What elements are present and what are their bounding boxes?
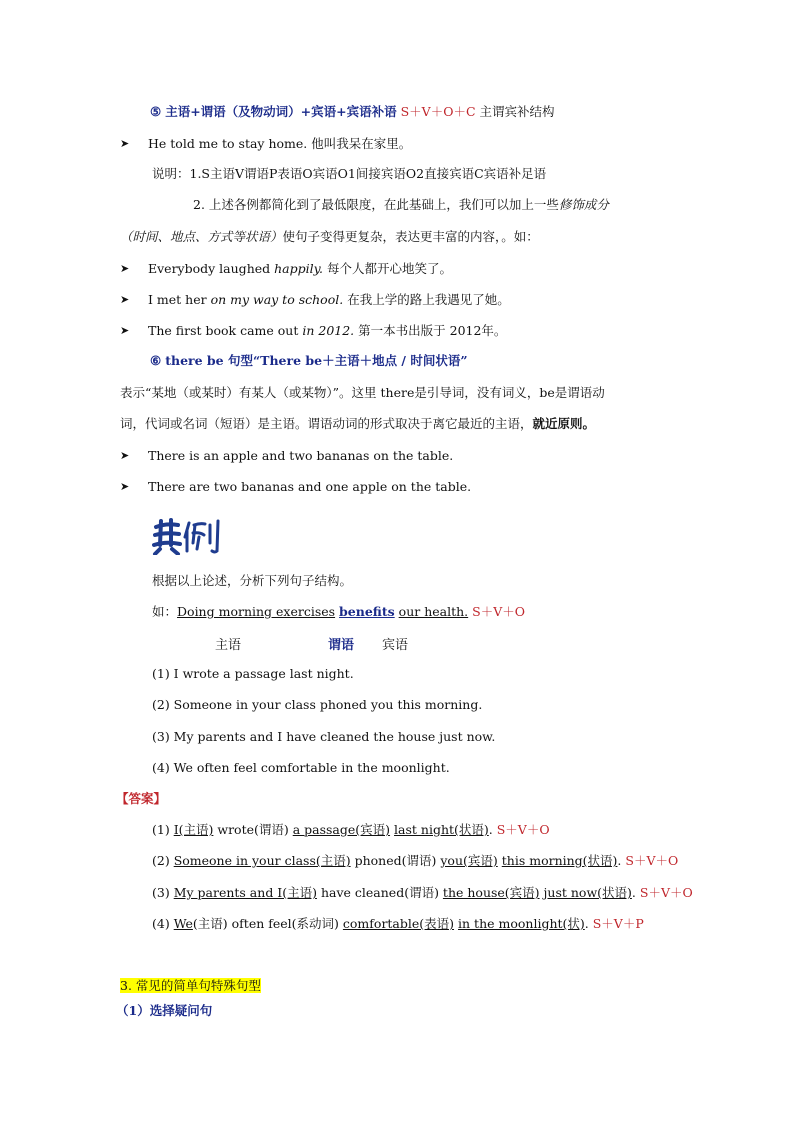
structure5-formula: S＋V＋O＋C <box>400 104 476 119</box>
answer-text: have cleaned(谓语) <box>316 885 443 900</box>
there-example-2: There are two bananas and one apple on the table. <box>148 479 472 494</box>
answer-formula: S＋V＋P <box>592 916 644 931</box>
answer-constituent: last night(状语) <box>394 822 489 837</box>
answer-constituent: a passage(宾语) <box>292 822 391 837</box>
question-3: (3) My parents and I have cleaned the house just now. <box>152 729 496 744</box>
note2-text2: 使句子变得更复杂，表达更丰富的内容，。如： <box>282 229 539 244</box>
answer-text: . <box>617 853 626 868</box>
answer-line <box>152 885 693 901</box>
answer-line <box>152 853 678 869</box>
answer-number: (2) <box>152 853 174 868</box>
example-3: The first book came out in 2012. 第一本书出版于 2012年。 <box>148 323 507 338</box>
example-translation: 每个人都开心地笑了。 <box>327 261 453 276</box>
example-5 <box>148 136 411 152</box>
example-translation: 他叫我呆在家里。 <box>311 136 412 151</box>
sample-object: our health. <box>398 604 469 619</box>
sub1-heading: （1）选择疑问句 <box>116 1003 213 1018</box>
answer-text: . <box>488 822 497 837</box>
example-translation: 在我上学的路上我遇见了她。 <box>347 292 510 307</box>
answer-constituent: comfortable(表语) <box>342 916 455 931</box>
answer-formula: S＋V＋O <box>639 885 693 900</box>
answer-constituent: you(宾语) <box>440 853 498 868</box>
task-instruction: 根据以上论述，分析下列句子结构。 <box>152 573 353 588</box>
note-2-line1 <box>193 197 609 213</box>
answer-text: (主语) often feel(系动词) <box>192 916 343 931</box>
example-2: I met her on my way to school. 在我上学的路上我遇见了她。 <box>148 292 510 307</box>
example-logo-icon <box>152 515 224 555</box>
question-1: (1) I wrote a passage last night. <box>152 666 354 681</box>
label-object: 宾语 <box>382 638 409 653</box>
answer-constituent: in the moonlight(状) <box>458 916 585 931</box>
label-verb: 谓语 <box>328 638 355 653</box>
answer-text: . <box>584 916 593 931</box>
answer-text: . <box>631 885 640 900</box>
structure5-heading <box>150 104 555 120</box>
bullet-arrow-icon: ➤ <box>120 324 130 337</box>
answer-formula: S＋V＋O <box>496 822 550 837</box>
there-example-1: There is an apple and two bananas on the table. <box>148 448 454 463</box>
answer-text: phoned(谓语) <box>350 853 441 868</box>
bullet-arrow-icon: ➤ <box>120 137 130 150</box>
answer-text: wrote(谓语) <box>213 822 293 837</box>
bullet-arrow-icon: ➤ <box>120 480 130 493</box>
example-translation: 第一本书出版于 2012年。 <box>358 323 507 338</box>
answer-constituent: My parents and I(主语) <box>173 885 317 900</box>
proximity-rule: 就近原则。 <box>532 416 596 431</box>
bullet-arrow-icon: ➤ <box>120 449 130 462</box>
note-2-line2 <box>120 229 539 245</box>
answer-constituent: this morning(状语) <box>501 853 618 868</box>
sample-verb: benefits <box>339 604 395 619</box>
bullet-arrow-icon: ➤ <box>120 293 130 306</box>
structure5-suffix: 主谓宾补结构 <box>479 104 555 119</box>
answer-line <box>152 916 644 932</box>
answer-line <box>152 822 550 838</box>
structure6-text: there be 句型“There be＋主语＋地点 / 时间状语” <box>165 353 468 368</box>
note2-text: 2. 上述各例都简化到了最低限度，在此基础上，我们可以加上一些 <box>193 197 559 212</box>
structure6-heading <box>150 353 468 369</box>
answer-formula: S＋V＋O <box>625 853 679 868</box>
answer-constituent: I(主语) <box>173 822 214 837</box>
label-subject: 主语 <box>215 638 242 653</box>
answer-number: (4) <box>152 916 174 931</box>
answer-constituent: Someone in your class(主语) <box>173 853 351 868</box>
structure5-text: 主语+谓语（及物动词）+宾语+宾语补语 <box>165 104 397 119</box>
question-4: (4) We often feel comfortable in the moonlight. <box>152 760 450 775</box>
sample-sentence: 如：Doing morning exercises benefits our health. S＋V＋O <box>152 604 525 619</box>
bullet-arrow-icon: ➤ <box>120 262 130 275</box>
example-1: Everybody laughed happily. 每个人都开心地笑了。 <box>148 261 453 276</box>
answer-constituent: We <box>173 916 193 931</box>
answer-heading: 【答案】 <box>116 791 167 806</box>
section3-heading: 3. 常见的简单句特殊句型 <box>120 978 261 993</box>
answer-number: (3) <box>152 885 174 900</box>
question-2: (2) Someone in your class phoned you this morning. <box>152 697 483 712</box>
sample-subject: Doing morning exercises <box>177 604 336 619</box>
sample-formula: S＋V＋O <box>472 604 525 619</box>
answer-constituent: just now(状语) <box>543 885 632 900</box>
circle-number: ⑥ <box>150 353 162 368</box>
answer-constituent: the house(宾语) <box>442 885 540 900</box>
para6-line2: 词，代词或名词（短语）是主语。谓语动词的形式取决于离它最近的主语，就近原则。 <box>120 416 596 431</box>
example-sentence: He told me to stay home. <box>148 136 308 151</box>
note2-italic2: （时间、地点、方式等状语） <box>120 229 283 244</box>
answer-number: (1) <box>152 822 174 837</box>
para6-line1: 表示“某地（或某时）有某人（或某物）”。这里 there是引导词，没有词义，be是谓语动 <box>120 385 605 400</box>
note-1: 说明：1.S主语V谓语P表语O宾语O1间接宾语O2直接宾语C宾语补足语 <box>152 166 547 181</box>
note2-italic: 修饰成分 <box>558 197 609 212</box>
circle-number: ⑤ <box>150 104 162 119</box>
